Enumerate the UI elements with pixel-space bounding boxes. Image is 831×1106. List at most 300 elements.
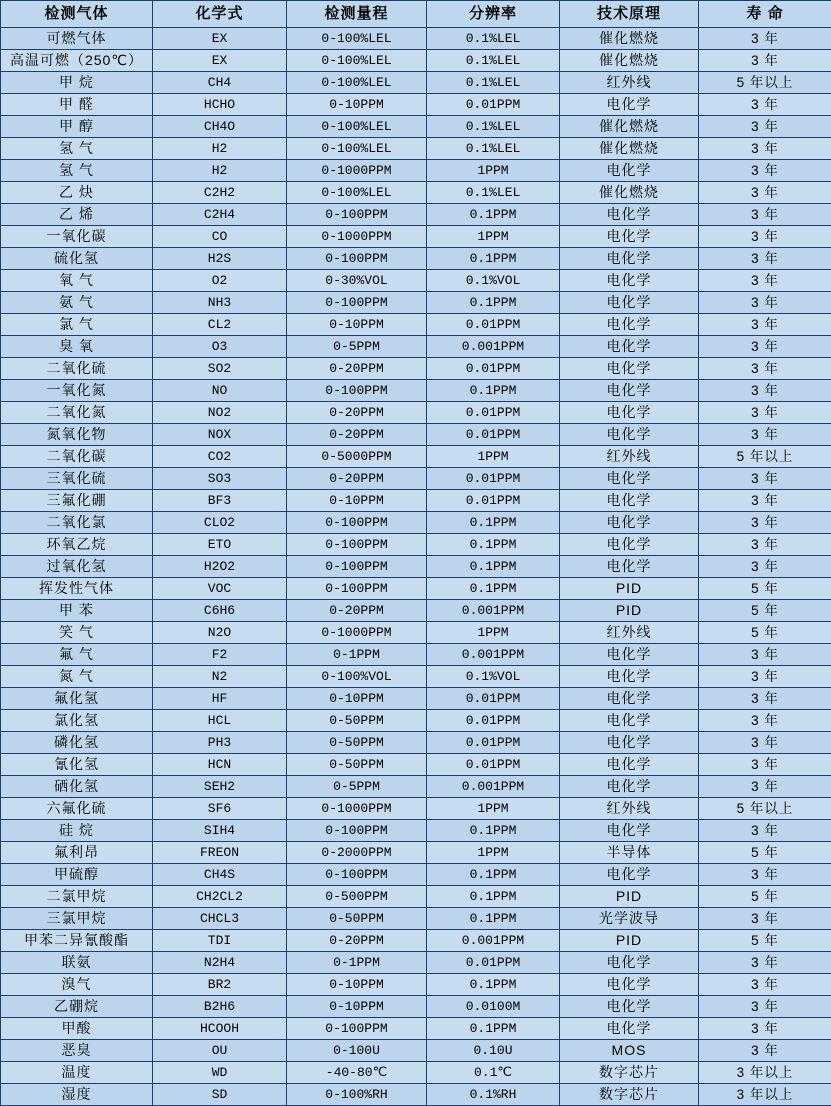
cell-gas-name: 湿度 (1, 1084, 153, 1106)
cell-resolution: 1PPM (427, 226, 560, 248)
cell-chemical-formula: C6H6 (153, 600, 287, 622)
cell-lifespan: 3 年 (699, 688, 831, 710)
table-row (1, 50, 831, 72)
cell-lifespan: 3 年 (699, 50, 831, 72)
cell-gas-name: 乙 烯 (1, 204, 153, 226)
cell-technology-principle: 电化学 (560, 314, 699, 336)
cell-gas-name: 氢 气 (1, 138, 153, 160)
cell-chemical-formula: H2S (153, 248, 287, 270)
table-row (1, 512, 831, 534)
cell-resolution: 0.01PPM (427, 94, 560, 116)
cell-gas-name: 硅 烷 (1, 820, 153, 842)
cell-gas-name: 甲苯二异氰酸酯 (1, 930, 153, 952)
cell-resolution: 0.1PPM (427, 974, 560, 996)
cell-chemical-formula: H2O2 (153, 556, 287, 578)
cell-chemical-formula: SO2 (153, 358, 287, 380)
cell-detection-range: 0-100%LEL (287, 182, 427, 204)
cell-technology-principle: 电化学 (560, 94, 699, 116)
cell-resolution: 0.1%LEL (427, 72, 560, 94)
cell-gas-name: 甲 苯 (1, 600, 153, 622)
cell-gas-name: 甲硫醇 (1, 864, 153, 886)
cell-detection-range: 0-50PPM (287, 732, 427, 754)
cell-chemical-formula: O2 (153, 270, 287, 292)
table-row (1, 160, 831, 182)
cell-technology-principle: 电化学 (560, 248, 699, 270)
cell-technology-principle: 电化学 (560, 226, 699, 248)
cell-chemical-formula: EX (153, 28, 287, 50)
cell-lifespan: 3 年 (699, 710, 831, 732)
cell-resolution: 0.01PPM (427, 468, 560, 490)
table-row (1, 490, 831, 512)
cell-technology-principle: 电化学 (560, 336, 699, 358)
cell-chemical-formula: C2H4 (153, 204, 287, 226)
cell-gas-name: 氯 气 (1, 314, 153, 336)
cell-resolution: 0.001PPM (427, 644, 560, 666)
cell-lifespan: 3 年 (699, 402, 831, 424)
table-row (1, 358, 831, 380)
cell-technology-principle: 光学波导 (560, 908, 699, 930)
cell-chemical-formula: VOC (153, 578, 287, 600)
cell-lifespan: 3 年 (699, 138, 831, 160)
cell-gas-name: 笑 气 (1, 622, 153, 644)
cell-lifespan: 3 年 (699, 226, 831, 248)
table-row (1, 842, 831, 864)
cell-detection-range: 0-100%LEL (287, 116, 427, 138)
table-row (1, 600, 831, 622)
cell-technology-principle: PID (560, 578, 699, 600)
cell-technology-principle: 催化燃烧 (560, 116, 699, 138)
cell-chemical-formula: CH4S (153, 864, 287, 886)
cell-detection-range: 0-100PPM (287, 534, 427, 556)
table-row (1, 930, 831, 952)
cell-chemical-formula: SO3 (153, 468, 287, 490)
cell-resolution: 0.1%LEL (427, 50, 560, 72)
table-row (1, 556, 831, 578)
cell-detection-range: 0-10PPM (287, 688, 427, 710)
cell-lifespan: 3 年 (699, 952, 831, 974)
cell-technology-principle: 电化学 (560, 996, 699, 1018)
cell-gas-name: 三氧化硫 (1, 468, 153, 490)
cell-detection-range: 0-100U (287, 1040, 427, 1062)
cell-resolution: 0.1PPM (427, 512, 560, 534)
cell-lifespan: 3 年 (699, 468, 831, 490)
cell-gas-name: 二氯甲烷 (1, 886, 153, 908)
cell-chemical-formula: CH2CL2 (153, 886, 287, 908)
cell-detection-range: -40-80℃ (287, 1062, 427, 1084)
cell-chemical-formula: B2H6 (153, 996, 287, 1018)
cell-detection-range: 0-1000PPM (287, 160, 427, 182)
cell-resolution: 0.01PPM (427, 710, 560, 732)
cell-chemical-formula: CH4 (153, 72, 287, 94)
cell-resolution: 1PPM (427, 446, 560, 468)
cell-technology-principle: 催化燃烧 (560, 138, 699, 160)
cell-resolution: 0.1%VOL (427, 666, 560, 688)
cell-technology-principle: PID (560, 600, 699, 622)
cell-gas-name: 三氟化硼 (1, 490, 153, 512)
cell-detection-range: 0-20PPM (287, 424, 427, 446)
cell-gas-name: 乙 炔 (1, 182, 153, 204)
cell-technology-principle: 红外线 (560, 72, 699, 94)
cell-chemical-formula: NH3 (153, 292, 287, 314)
cell-technology-principle: 电化学 (560, 402, 699, 424)
cell-detection-range: 0-5PPM (287, 336, 427, 358)
cell-technology-principle: 电化学 (560, 358, 699, 380)
table-row (1, 820, 831, 842)
table-row (1, 1040, 831, 1062)
cell-technology-principle: 电化学 (560, 512, 699, 534)
cell-lifespan: 5 年 (699, 842, 831, 864)
cell-gas-name: 二氧化硫 (1, 358, 153, 380)
cell-lifespan: 3 年 (699, 666, 831, 688)
cell-technology-principle: 电化学 (560, 468, 699, 490)
cell-resolution: 0.01PPM (427, 754, 560, 776)
table-row (1, 292, 831, 314)
cell-lifespan: 3 年 (699, 292, 831, 314)
cell-detection-range: 0-100%LEL (287, 72, 427, 94)
cell-resolution: 1PPM (427, 622, 560, 644)
cell-detection-range: 0-20PPM (287, 402, 427, 424)
cell-resolution: 0.1%LEL (427, 28, 560, 50)
cell-chemical-formula: BF3 (153, 490, 287, 512)
cell-detection-range: 0-100PPM (287, 512, 427, 534)
cell-detection-range: 0-1000PPM (287, 226, 427, 248)
cell-chemical-formula: OU (153, 1040, 287, 1062)
cell-lifespan: 3 年 (699, 776, 831, 798)
table-row (1, 28, 831, 50)
column-header-resolution: 分辨率 (427, 1, 560, 28)
cell-gas-name: 甲 烷 (1, 72, 153, 94)
cell-technology-principle: 红外线 (560, 798, 699, 820)
cell-lifespan: 3 年 (699, 512, 831, 534)
cell-resolution: 0.1%LEL (427, 116, 560, 138)
cell-lifespan: 3 年 (699, 424, 831, 446)
table-row (1, 138, 831, 160)
cell-chemical-formula: NO (153, 380, 287, 402)
cell-technology-principle: 电化学 (560, 160, 699, 182)
table-row (1, 204, 831, 226)
cell-resolution: 0.01PPM (427, 490, 560, 512)
cell-gas-name: 恶臭 (1, 1040, 153, 1062)
cell-detection-range: 0-100PPM (287, 1018, 427, 1040)
table-row (1, 72, 831, 94)
table-row (1, 380, 831, 402)
cell-gas-name: 氮氧化物 (1, 424, 153, 446)
cell-resolution: 0.0100M (427, 996, 560, 1018)
cell-chemical-formula: N2H4 (153, 952, 287, 974)
cell-chemical-formula: NOX (153, 424, 287, 446)
cell-detection-range: 0-100PPM (287, 248, 427, 270)
cell-gas-name: 乙硼烷 (1, 996, 153, 1018)
cell-chemical-formula: N2 (153, 666, 287, 688)
cell-gas-name: 氨 气 (1, 292, 153, 314)
cell-detection-range: 0-100%LEL (287, 28, 427, 50)
cell-lifespan: 3 年 (699, 314, 831, 336)
cell-lifespan: 3 年 (699, 182, 831, 204)
cell-chemical-formula: SF6 (153, 798, 287, 820)
column-header-range: 检测量程 (287, 1, 427, 28)
table-row (1, 424, 831, 446)
cell-resolution: 0.01PPM (427, 358, 560, 380)
cell-chemical-formula: HCHO (153, 94, 287, 116)
cell-detection-range: 0-5000PPM (287, 446, 427, 468)
cell-resolution: 1PPM (427, 160, 560, 182)
cell-gas-name: 氧 气 (1, 270, 153, 292)
table-row (1, 226, 831, 248)
table-row (1, 710, 831, 732)
table-row (1, 952, 831, 974)
column-header-formula: 化学式 (153, 1, 287, 28)
cell-lifespan: 3 年以上 (699, 1084, 831, 1106)
cell-technology-principle: 电化学 (560, 754, 699, 776)
cell-gas-name: 溴气 (1, 974, 153, 996)
table-row (1, 578, 831, 600)
cell-gas-name: 氟 气 (1, 644, 153, 666)
cell-gas-name: 可燃气体 (1, 28, 153, 50)
cell-lifespan: 5 年以上 (699, 72, 831, 94)
cell-detection-range: 0-20PPM (287, 468, 427, 490)
cell-technology-principle: 电化学 (560, 292, 699, 314)
cell-resolution: 0.1PPM (427, 292, 560, 314)
cell-chemical-formula: H2 (153, 138, 287, 160)
cell-technology-principle: 电化学 (560, 424, 699, 446)
cell-lifespan: 3 年 (699, 94, 831, 116)
cell-detection-range: 0-10PPM (287, 490, 427, 512)
cell-gas-name: 二氧化氯 (1, 512, 153, 534)
table-row (1, 446, 831, 468)
column-header-lifespan: 寿 命 (699, 1, 831, 28)
cell-technology-principle: 催化燃烧 (560, 28, 699, 50)
table-row (1, 94, 831, 116)
cell-chemical-formula: HCN (153, 754, 287, 776)
cell-detection-range: 0-20PPM (287, 930, 427, 952)
table-row (1, 886, 831, 908)
cell-chemical-formula: FREON (153, 842, 287, 864)
table-row (1, 314, 831, 336)
cell-technology-principle: 电化学 (560, 380, 699, 402)
cell-gas-name: 挥发性气体 (1, 578, 153, 600)
cell-lifespan: 3 年 (699, 974, 831, 996)
cell-resolution: 0.1PPM (427, 1018, 560, 1040)
cell-detection-range: 0-100PPM (287, 578, 427, 600)
cell-resolution: 1PPM (427, 798, 560, 820)
table-row (1, 732, 831, 754)
cell-chemical-formula: HCL (153, 710, 287, 732)
cell-lifespan: 3 年 (699, 732, 831, 754)
cell-lifespan: 5 年 (699, 600, 831, 622)
cell-resolution: 0.001PPM (427, 776, 560, 798)
cell-detection-range: 0-2000PPM (287, 842, 427, 864)
table-row (1, 116, 831, 138)
cell-detection-range: 0-10PPM (287, 996, 427, 1018)
table-row (1, 534, 831, 556)
cell-technology-principle: 数字芯片 (560, 1062, 699, 1084)
cell-resolution: 0.1%RH (427, 1084, 560, 1106)
cell-detection-range: 0-500PPM (287, 886, 427, 908)
cell-lifespan: 3 年 (699, 644, 831, 666)
cell-chemical-formula: TDI (153, 930, 287, 952)
cell-resolution: 0.1PPM (427, 556, 560, 578)
cell-resolution: 0.01PPM (427, 952, 560, 974)
cell-chemical-formula: CHCL3 (153, 908, 287, 930)
cell-lifespan: 3 年 (699, 864, 831, 886)
cell-technology-principle: 电化学 (560, 688, 699, 710)
table-row (1, 754, 831, 776)
cell-gas-name: 氟化氢 (1, 688, 153, 710)
table-body (1, 28, 831, 1106)
cell-resolution: 0.1℃ (427, 1062, 560, 1084)
cell-gas-name: 氯化氢 (1, 710, 153, 732)
cell-resolution: 0.1PPM (427, 864, 560, 886)
table-row (1, 776, 831, 798)
cell-gas-name: 甲酸 (1, 1018, 153, 1040)
cell-chemical-formula: O3 (153, 336, 287, 358)
cell-chemical-formula: CO (153, 226, 287, 248)
cell-lifespan: 3 年 (699, 490, 831, 512)
cell-chemical-formula: C2H2 (153, 182, 287, 204)
cell-technology-principle: 数字芯片 (560, 1084, 699, 1106)
cell-resolution: 0.1%LEL (427, 182, 560, 204)
cell-detection-range: 0-1000PPM (287, 622, 427, 644)
cell-lifespan: 3 年 (699, 1040, 831, 1062)
cell-gas-name: 三氯甲烷 (1, 908, 153, 930)
cell-gas-name: 一氧化碳 (1, 226, 153, 248)
cell-gas-name: 高温可燃（250℃） (1, 50, 153, 72)
cell-lifespan: 3 年 (699, 116, 831, 138)
cell-lifespan: 3 年 (699, 534, 831, 556)
cell-lifespan: 5 年以上 (699, 446, 831, 468)
cell-lifespan: 5 年 (699, 930, 831, 952)
cell-lifespan: 3 年 (699, 336, 831, 358)
cell-lifespan: 5 年 (699, 886, 831, 908)
cell-chemical-formula: NO2 (153, 402, 287, 424)
cell-gas-name: 二氧化氮 (1, 402, 153, 424)
cell-detection-range: 0-100PPM (287, 292, 427, 314)
cell-detection-range: 0-30%VOL (287, 270, 427, 292)
cell-detection-range: 0-100PPM (287, 380, 427, 402)
cell-detection-range: 0-10PPM (287, 94, 427, 116)
cell-gas-name: 甲 醛 (1, 94, 153, 116)
cell-lifespan: 3 年 (699, 908, 831, 930)
table-row (1, 666, 831, 688)
cell-detection-range: 0-100PPM (287, 556, 427, 578)
cell-resolution: 0.01PPM (427, 424, 560, 446)
table-row (1, 622, 831, 644)
table-row (1, 182, 831, 204)
cell-resolution: 0.1PPM (427, 908, 560, 930)
cell-technology-principle: 电化学 (560, 666, 699, 688)
cell-gas-name: 二氧化碳 (1, 446, 153, 468)
cell-technology-principle: 电化学 (560, 820, 699, 842)
cell-chemical-formula: PH3 (153, 732, 287, 754)
cell-lifespan: 3 年以上 (699, 1062, 831, 1084)
cell-resolution: 0.1PPM (427, 820, 560, 842)
table-row (1, 864, 831, 886)
cell-resolution: 0.10U (427, 1040, 560, 1062)
cell-technology-principle: 电化学 (560, 864, 699, 886)
cell-technology-principle: 半导体 (560, 842, 699, 864)
table-row (1, 248, 831, 270)
cell-chemical-formula: CL2 (153, 314, 287, 336)
cell-resolution: 0.001PPM (427, 930, 560, 952)
table-row (1, 402, 831, 424)
cell-technology-principle: 红外线 (560, 446, 699, 468)
cell-detection-range: 0-20PPM (287, 358, 427, 380)
table-row (1, 468, 831, 490)
cell-technology-principle: 红外线 (560, 622, 699, 644)
cell-chemical-formula: CLO2 (153, 512, 287, 534)
cell-chemical-formula: SIH4 (153, 820, 287, 842)
table-header (1, 1, 831, 28)
cell-gas-name: 硫化氢 (1, 248, 153, 270)
cell-resolution: 0.01PPM (427, 314, 560, 336)
cell-chemical-formula: SEH2 (153, 776, 287, 798)
cell-resolution: 0.1PPM (427, 578, 560, 600)
cell-lifespan: 3 年 (699, 270, 831, 292)
cell-lifespan: 3 年 (699, 28, 831, 50)
cell-detection-range: 0-5PPM (287, 776, 427, 798)
cell-lifespan: 3 年 (699, 248, 831, 270)
cell-lifespan: 3 年 (699, 358, 831, 380)
cell-gas-name: 氮 气 (1, 666, 153, 688)
cell-lifespan: 3 年 (699, 204, 831, 226)
table-row (1, 1084, 831, 1106)
table-row (1, 1018, 831, 1040)
cell-resolution: 0.1PPM (427, 248, 560, 270)
cell-technology-principle: 电化学 (560, 974, 699, 996)
cell-resolution: 0.1%LEL (427, 138, 560, 160)
cell-chemical-formula: HF (153, 688, 287, 710)
cell-technology-principle: 电化学 (560, 710, 699, 732)
cell-resolution: 0.1PPM (427, 886, 560, 908)
cell-resolution: 1PPM (427, 842, 560, 864)
cell-gas-name: 六氟化硫 (1, 798, 153, 820)
cell-detection-range: 0-10PPM (287, 974, 427, 996)
cell-technology-principle: 催化燃烧 (560, 50, 699, 72)
cell-lifespan: 3 年 (699, 996, 831, 1018)
cell-gas-name: 环氧乙烷 (1, 534, 153, 556)
cell-chemical-formula: CO2 (153, 446, 287, 468)
column-header-gas: 检测气体 (1, 1, 153, 28)
table-header-row (1, 1, 831, 28)
cell-technology-principle: 电化学 (560, 644, 699, 666)
cell-detection-range: 0-100%VOL (287, 666, 427, 688)
cell-resolution: 0.1PPM (427, 534, 560, 556)
cell-chemical-formula: WD (153, 1062, 287, 1084)
cell-detection-range: 0-100PPM (287, 820, 427, 842)
cell-chemical-formula: F2 (153, 644, 287, 666)
cell-gas-name: 硒化氢 (1, 776, 153, 798)
cell-lifespan: 3 年 (699, 1018, 831, 1040)
cell-detection-range: 0-100%LEL (287, 138, 427, 160)
table-row (1, 974, 831, 996)
cell-resolution: 0.1PPM (427, 204, 560, 226)
cell-technology-principle: 电化学 (560, 204, 699, 226)
cell-chemical-formula: CH4O (153, 116, 287, 138)
cell-resolution: 0.001PPM (427, 336, 560, 358)
table-row (1, 798, 831, 820)
cell-gas-name: 甲 醇 (1, 116, 153, 138)
cell-resolution: 0.01PPM (427, 732, 560, 754)
cell-lifespan: 5 年 (699, 578, 831, 600)
cell-detection-range: 0-100PPM (287, 864, 427, 886)
cell-technology-principle: 催化燃烧 (560, 182, 699, 204)
cell-resolution: 0.1%VOL (427, 270, 560, 292)
cell-gas-name: 氰化氢 (1, 754, 153, 776)
cell-technology-principle: PID (560, 930, 699, 952)
cell-detection-range: 0-100%RH (287, 1084, 427, 1106)
cell-chemical-formula: N2O (153, 622, 287, 644)
cell-detection-range: 0-100%LEL (287, 50, 427, 72)
